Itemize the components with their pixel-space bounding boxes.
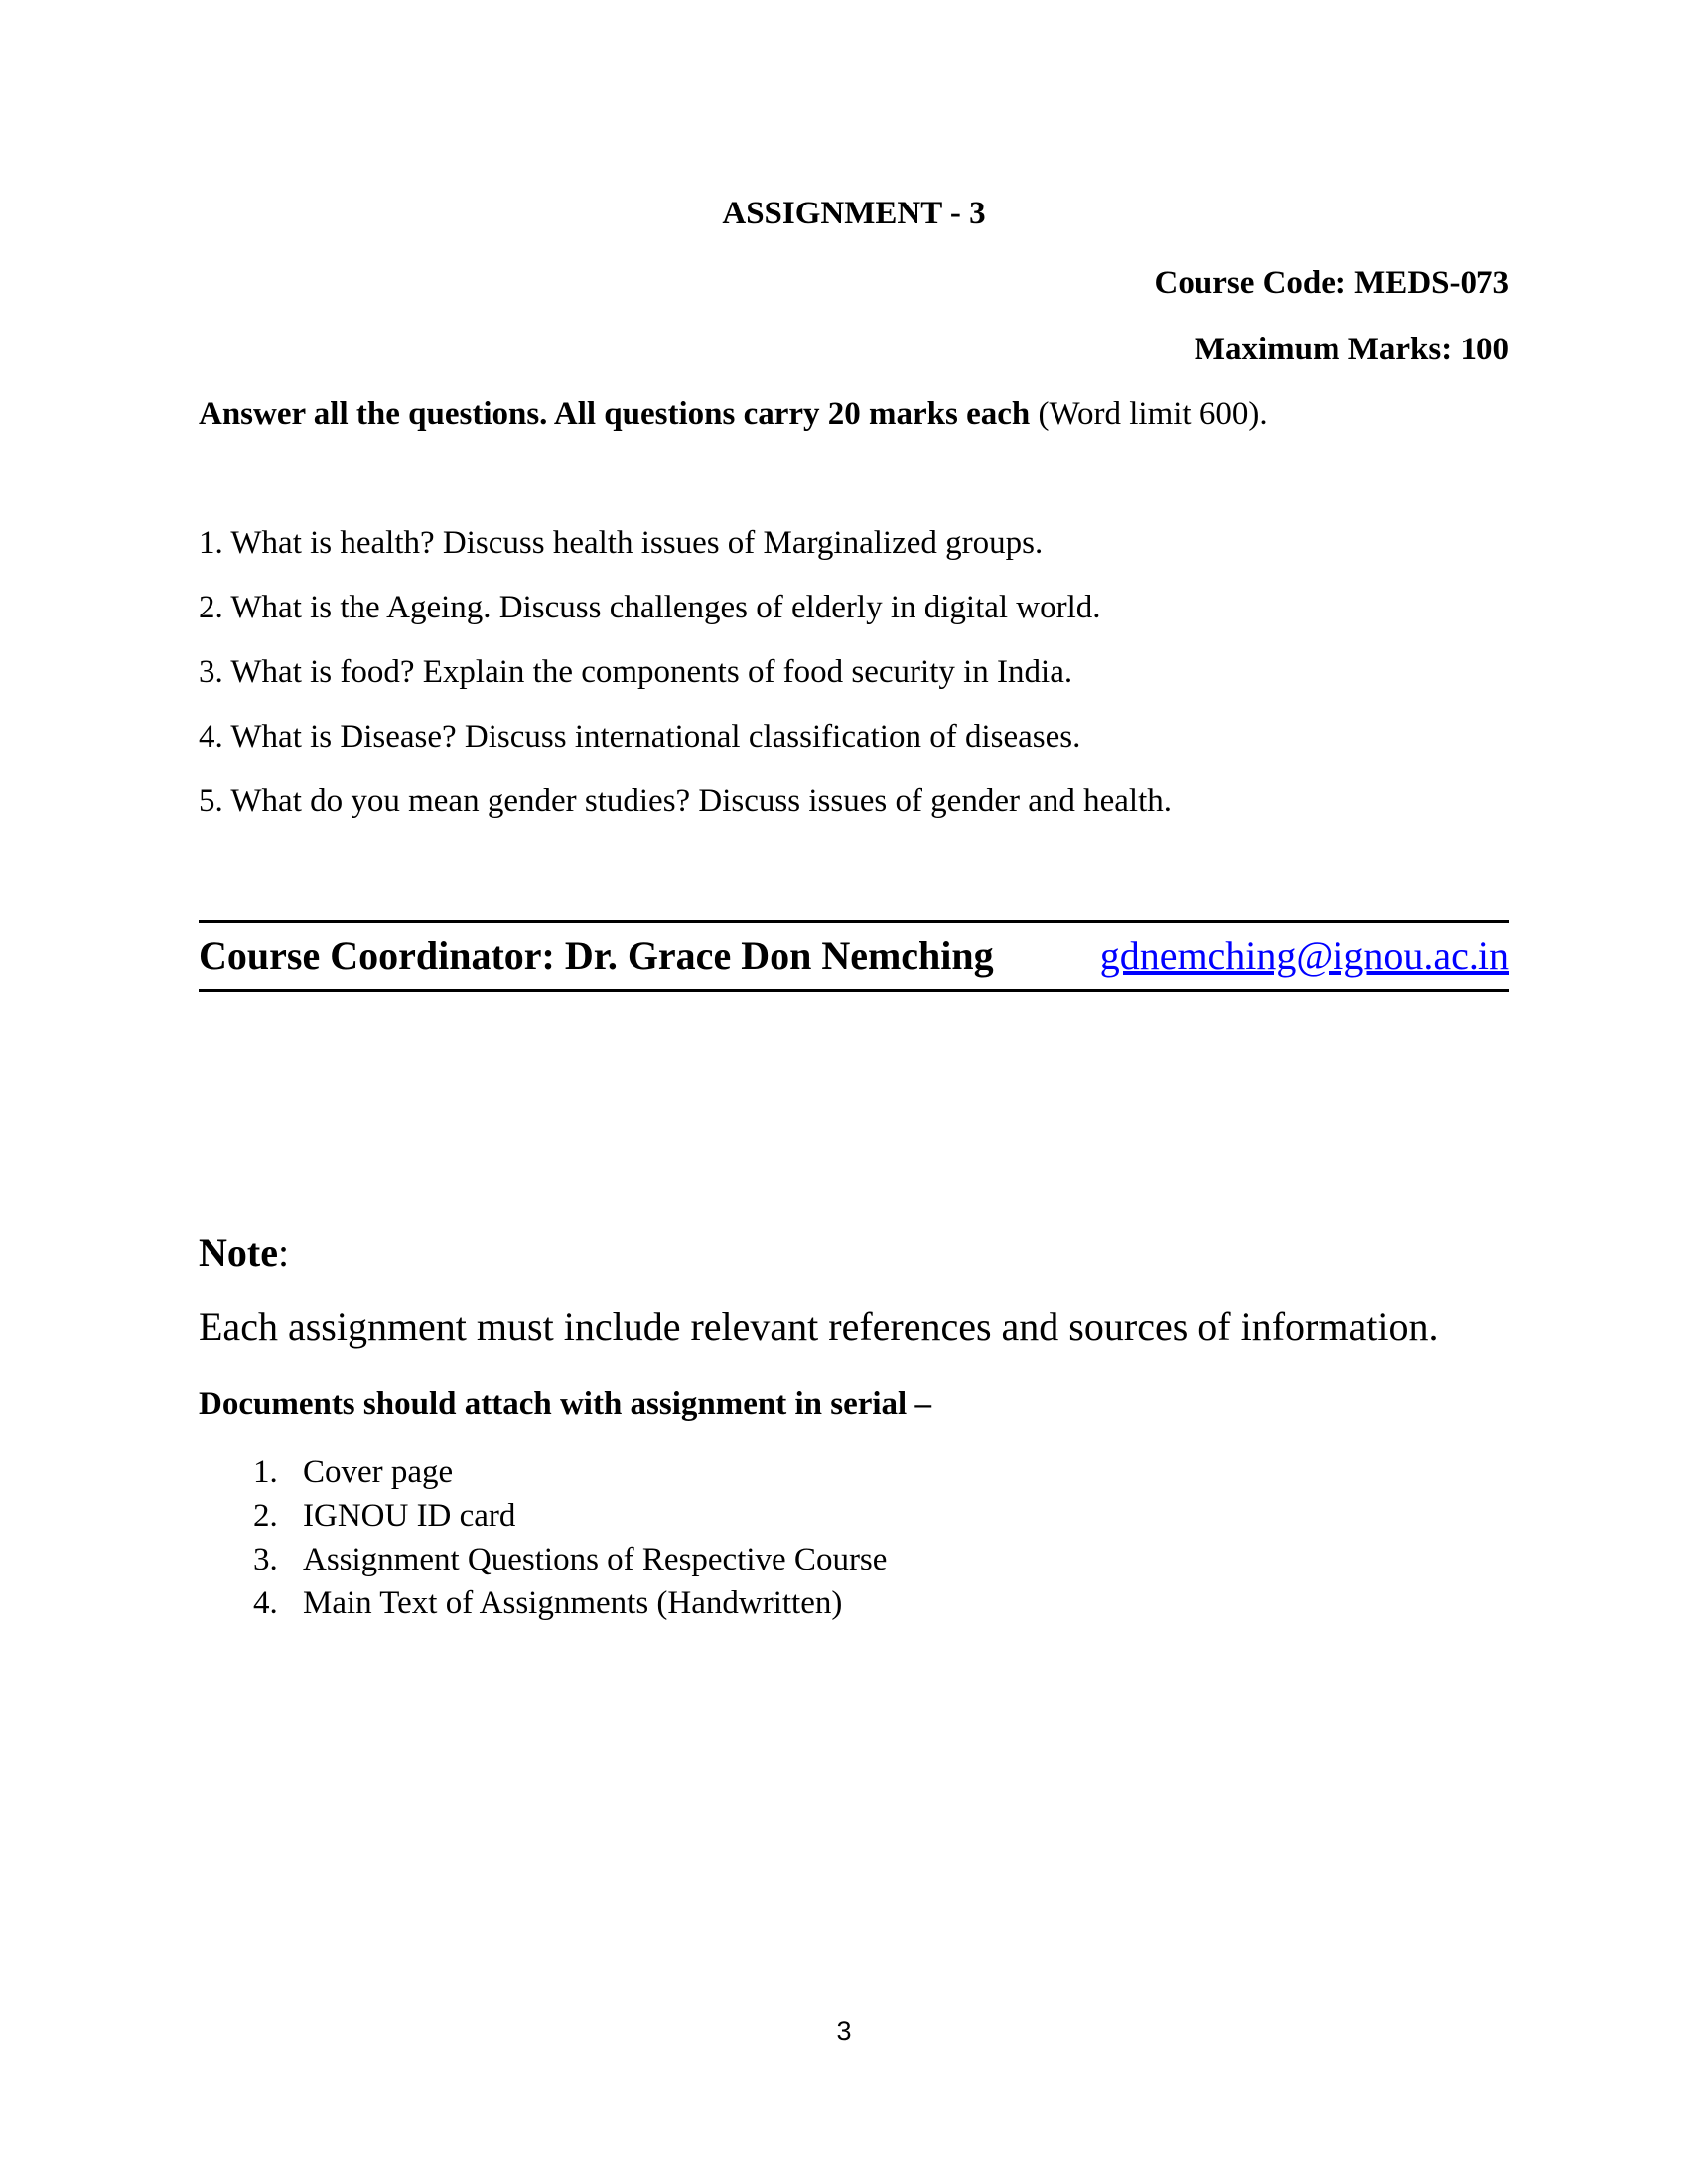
note-body: Each assignment must include relevant references and sources of information. bbox=[199, 1304, 1439, 1349]
coordinator-name: Course Coordinator: Dr. Grace Don Nemching bbox=[199, 933, 994, 978]
attachment-item-3 bbox=[253, 1538, 1509, 1581]
instruction-normal-text: (Word limit 600). bbox=[1030, 396, 1268, 432]
questions-list bbox=[199, 511, 1509, 834]
attachment-number: 1. bbox=[253, 1454, 278, 1490]
attachment-item-4 bbox=[253, 1581, 1509, 1625]
attachments-list bbox=[199, 1450, 1509, 1625]
course-code: Course Code: MEDS-073 bbox=[1154, 265, 1509, 301]
attachments-heading: Documents should attach with assignment in serial – bbox=[199, 1386, 931, 1422]
question-item-3: 3. What is food? Explain the components of food security in India. bbox=[199, 654, 1073, 690]
coordinator-email-link[interactable]: gdnemching@ignou.ac.in bbox=[1099, 933, 1509, 978]
attachment-number: 3. bbox=[253, 1542, 278, 1577]
note-heading-colon: : bbox=[277, 1230, 290, 1275]
instruction-bold-text: Answer all the questions. All questions carry 20 marks each bbox=[199, 396, 1031, 432]
page-number: 3 bbox=[836, 2016, 852, 2046]
attachment-label: IGNOU ID card bbox=[303, 1498, 516, 1534]
question-item-5: 5. What do you mean gender studies? Discuss issues of gender and health. bbox=[199, 783, 1172, 819]
attachment-label: Assignment Questions of Respective Course bbox=[303, 1542, 888, 1577]
attachment-label: Cover page bbox=[303, 1454, 454, 1490]
question-item-4: 4. What is Disease? Discuss international classification of diseases. bbox=[199, 719, 1081, 754]
attachment-item-1 bbox=[253, 1450, 1509, 1494]
attachment-number: 4. bbox=[253, 1585, 278, 1621]
instruction-line bbox=[199, 382, 1509, 447]
document-content bbox=[199, 0, 1509, 1625]
coordinator-section bbox=[199, 920, 1509, 992]
maximum-marks: Maximum Marks: 100 bbox=[1194, 332, 1509, 367]
attachment-label: Main Text of Assignments (Handwritten) bbox=[303, 1585, 843, 1621]
attachment-number: 2. bbox=[253, 1498, 278, 1534]
question-item-2: 2. What is the Ageing. Discuss challenges of elderly in digital world. bbox=[199, 590, 1101, 625]
attachment-item-2 bbox=[253, 1494, 1509, 1538]
assignment-title: ASSIGNMENT - 3 bbox=[722, 196, 986, 231]
note-heading bbox=[199, 1218, 1509, 1288]
question-item-1: 1. What is health? Discuss health issues of Marginalized groups. bbox=[199, 525, 1044, 561]
note-heading-bold: Note bbox=[199, 1230, 278, 1275]
